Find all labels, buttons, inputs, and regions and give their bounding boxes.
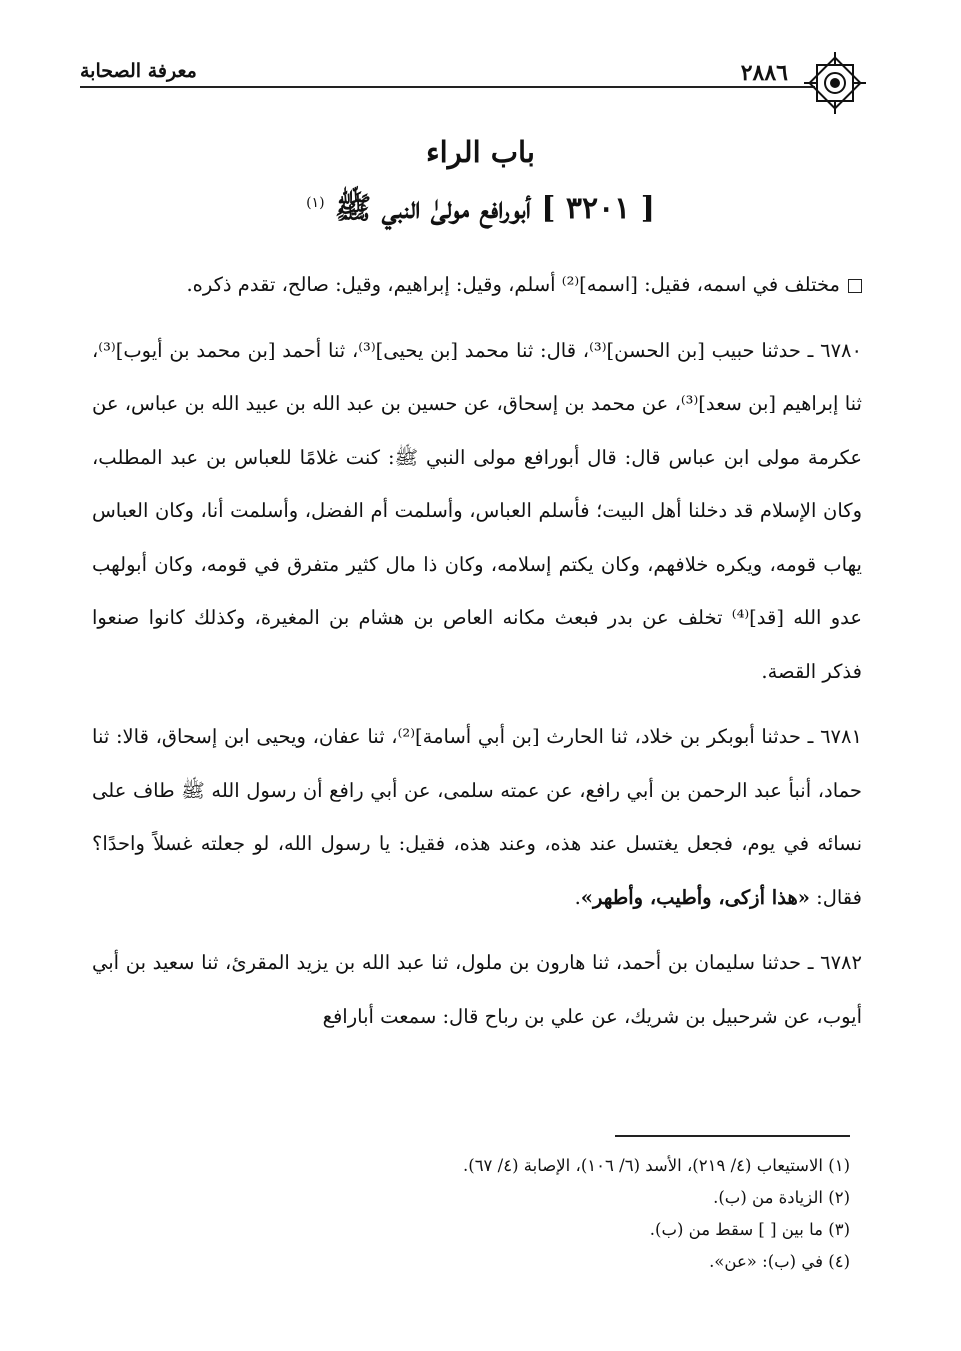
hadith-6780: ٦٧٨٠ ـ حدثنا حبيب [بن الحسن]⁽³⁾، قال: ثنا محمد [بن يحيى]⁽³⁾، ثنا أحمد [بن محمد بن أيوب]⁽³⁾، ثنا إبراهيم [بن سعد]⁽³⁾، عن محمد بن إسحاق، عن حسين بن عبد الله بن عبيد الله بن عباس، عن عكرمة مولى ابن عباس قال: قال أبورافع مولى النبي ﷺ: كنت غلامًا للعباس بن عبد المطلب، وكان الإسلام قد دخلنا أهل البيت؛ فأسلم العباس، وأسلمت أم الفضل، وأسلمت أنا، وكان العباس يهاب قومه، ويكره خلافهم، وكان يكتم إسلامه، وكان ذا مال كثير متفرق في قومه، وكان أبولهب عدو الله [قد]⁽⁴⁾ تخلف عن بدر فبعث مكانه العاص بن هشام بن المغيرة، وكذلك كانوا صنعوا فذكر القصة. [92, 338, 863, 683]
intro-paragraph [92, 258, 862, 312]
chapter-title: باب الراء [426, 135, 535, 169]
footnote-1: (١) الاستيعاب (٤/ ٢١٩)، الأسد (٦/ ١٠٦)، الإصابة (٤/ ٦٧). [463, 1156, 850, 1175]
footnote-separator [615, 1135, 850, 1137]
hadith-6781 [92, 710, 862, 924]
square-bullet-icon [848, 279, 862, 293]
footnote-marker: (١) [306, 195, 325, 211]
page-number: ٢٨٨٦ [740, 60, 788, 86]
intro-text: مختلف في اسمه، فقيل: [اسمه]⁽²⁾ أسلم، وقيل: إبراهيم، وقيل: صالح، تقدم ذكره. [186, 273, 840, 296]
prophet-quote: «هذا أزكى، وأطيب، وأطهر» [580, 885, 810, 909]
hadith-6782: ٦٧٨٢ ـ حدثنا سليمان بن أحمد، ثنا هارون بن ملول، ثنا عبد الله بن يزيد المقرئ، ثنا سعيد بن أبي أيوب، عن شرحبيل بن شريك، عن علي بن رباح قال: سمعت أبارافع [92, 951, 862, 1028]
body-text [92, 258, 862, 1055]
running-title: معرفة الصحابة [80, 60, 197, 82]
page-header [80, 48, 870, 118]
footnote-3: (٣) ما بين [ ] سقط من (ب). [649, 1220, 850, 1239]
footnote-4: (٤) في (ب): «عن». [709, 1252, 850, 1271]
hadith-6781-end: . [574, 885, 581, 909]
entry-title [0, 190, 961, 233]
entry-title-text: [ ٣٢٠١ ] أبورافع مولىٰ النبي ﷺ [334, 191, 655, 226]
star-ornament-icon [800, 48, 870, 118]
hadith-6781-text: ٦٧٨١ ـ حدثنا أبوبكر بن خلاد، ثنا الحارث [بن أبي أسامة]⁽²⁾، ثنا عفان، ويحيى ابن إسحاق، قالا: ثنا حماد، أنبأ عبد الرحمن بن أبي رافع، عن عمته سلمى، عن أبي رافع أن رسول الله ﷺ طاف على نسائه في يوم، فجعل يغتسل عند هذه، وعند هذه، فقيل: يا رسول الله، لو جعلته غسلاً واحدًا؟ فقال: [92, 725, 862, 909]
footnotes [300, 1150, 850, 1278]
header-rule [80, 86, 815, 88]
footnote-2: (٢) الزيادة من (ب). [713, 1188, 850, 1207]
